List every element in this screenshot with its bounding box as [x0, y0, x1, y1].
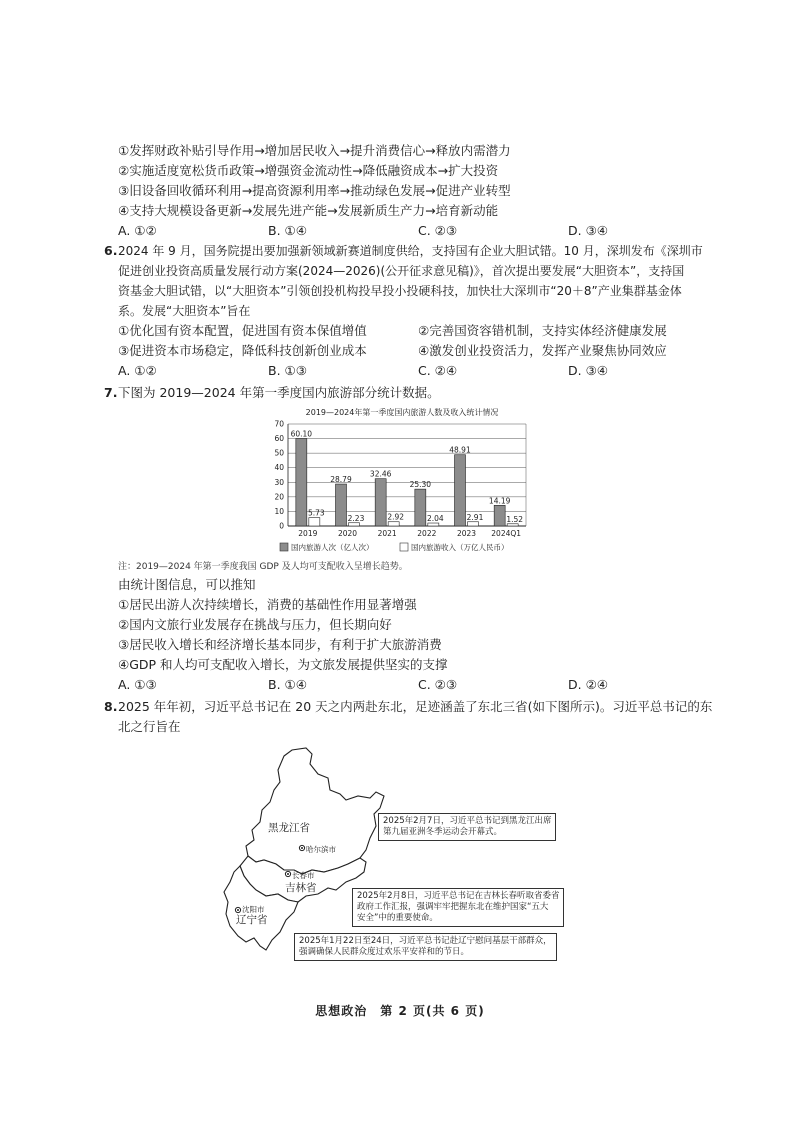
- city-label-changchun: 长春市: [292, 871, 315, 880]
- x-tick-label: 2022: [417, 529, 437, 538]
- y-tick-label: 0: [279, 521, 284, 531]
- map-note-heilongjiang: [378, 813, 556, 841]
- data-label: 14.19: [488, 496, 511, 506]
- province-label-heilongjiang: 黑龙江省: [268, 822, 310, 834]
- bar-revenue: [468, 522, 479, 526]
- map-note-3-line-1: 2025年1月22日至24日，习近平总书记赴辽宁慰问基层干部群众，: [299, 936, 552, 946]
- page-footer: 思想政治 第 2 页(共 6 页): [315, 1004, 485, 1018]
- bar-revenue: [507, 524, 518, 526]
- bar-revenue: [388, 522, 399, 526]
- data-label: 32.46: [369, 469, 392, 479]
- question-6-item-2: ②完善国资容错机制，支持实体经济健康发展: [418, 323, 667, 338]
- question-6-stem-2: 促进创业投资高质量发展行动方案(2024—2026)(公开征求意见稿)》，首次提出要发展“大胆资本”，支持国: [118, 264, 685, 278]
- legend-swatch-visits: [280, 543, 288, 551]
- map-note-jilin: [352, 888, 564, 927]
- question-6-number: 6.: [104, 243, 118, 258]
- question-7-option-b[interactable]: B. ①④: [268, 677, 307, 692]
- question-6-option-d[interactable]: D. ③④: [568, 363, 608, 378]
- bar-visits: [494, 505, 505, 526]
- question-6-option-a[interactable]: A. ①②: [118, 363, 157, 378]
- legend-swatch-revenue: [400, 543, 408, 551]
- map-note-liaoning: [294, 933, 557, 961]
- data-label: 2.92: [387, 512, 405, 522]
- question-7-option-d[interactable]: D. ②④: [568, 677, 608, 692]
- bar-revenue: [428, 523, 439, 526]
- x-tick-label: 2024Q1: [491, 529, 522, 538]
- question-6-stem-3: 资基金大胆试错，以“大胆资本”引领创投机构投早投小投硬科技，加快壮大深圳市“20＋8”产业集群基金体: [118, 284, 682, 298]
- bar-visits: [336, 484, 347, 526]
- question-7-item-3: ③居民收入增长和经济增长基本同步，有利于扩大旅游消费: [118, 637, 442, 652]
- chart-legend: [280, 542, 509, 552]
- y-tick-label: 50: [274, 448, 284, 458]
- question-6-item-3: ③促进资本市场稳定，降低科技创新创业成本: [118, 343, 367, 358]
- map-note-2-line-3: 安全”中的重要使命。: [357, 913, 438, 923]
- y-tick-label: 70: [274, 419, 284, 429]
- question-7-stem: 下图为 2019—2024 年第一季度国内旅游部分统计数据。: [118, 385, 440, 400]
- bar-visits: [415, 489, 426, 526]
- city-label-shenyang: 沈阳市: [242, 905, 265, 914]
- prev-item-3: ③旧设备回收循环利用→提高资源利用率→推动绿色发展→促进产业转型: [118, 183, 511, 198]
- chart-title: 2019—2024年第一季度国内旅游人数及收入统计情况: [305, 408, 499, 417]
- tourism-bar-chart: [262, 402, 532, 554]
- data-label: 5.73: [307, 508, 325, 518]
- y-tick-label: 40: [274, 463, 284, 473]
- legend-label-revenue: 国内旅游收入（万亿人民币）: [411, 543, 509, 552]
- bar-visits: [455, 455, 466, 526]
- question-6-stem-4: 系。发展“大胆资本”旨在: [118, 304, 251, 318]
- question-7-item-2: ②国内文旅行业发展存在挑战与压力，但长期向好: [118, 617, 392, 632]
- x-tick-label: 2021: [377, 529, 397, 538]
- bar-visits: [296, 438, 307, 526]
- question-7-option-c[interactable]: C. ②③: [418, 677, 458, 692]
- y-tick-label: 30: [274, 477, 284, 487]
- bar-revenue: [309, 518, 320, 526]
- prev-option-a[interactable]: A. ①②: [118, 223, 157, 238]
- question-7-option-a[interactable]: A. ①③: [118, 677, 157, 692]
- question-7-lead: 由统计图信息，可以推知: [118, 577, 256, 592]
- prev-item-4: ④支持大规模设备更新→发展先进产能→发展新质生产力→培育新动能: [118, 203, 499, 218]
- map-note-1-line-2: 第九届亚洲冬季运动会开幕式。: [383, 827, 503, 837]
- question-8-stem-1: 2025 年年初，习近平总书记在 20 天之内两赴东北，足迹涵盖了东北三省(如下图所示)。习近平总书记的东: [118, 699, 713, 714]
- question-8-number: 8.: [104, 699, 118, 714]
- question-6-item-1: ①优化国有资本配置，促进国有资本保值增值: [118, 323, 367, 338]
- x-tick-label: 2020: [337, 529, 358, 538]
- y-tick-label: 10: [274, 506, 284, 516]
- question-7-item-4: ④GDP 和人均可支配收入增长，为文旅发展提供坚实的支撑: [118, 657, 448, 672]
- map-note-2-line-1: 2025年2月8日，习近平总书记在吉林长春听取省委省: [357, 891, 560, 901]
- legend-label-visits: 国内旅游人次（亿人次）: [291, 543, 374, 552]
- prev-option-b[interactable]: B. ①④: [268, 223, 307, 238]
- question-8-stem-2: 北之行旨在: [118, 719, 181, 734]
- question-6-item-4: ④激发创业投资活力，发挥产业聚焦协同效应: [418, 343, 667, 358]
- data-label: 25.30: [409, 480, 432, 490]
- heilongjiang-outline: [246, 748, 384, 874]
- question-7-item-1: ①居民出游人次持续增长，消费的基础性作用显著增强: [118, 597, 417, 612]
- province-label-jilin: 吉林省: [285, 882, 317, 894]
- city-label-harbin: 哈尔滨市: [306, 845, 336, 854]
- data-label: 2.23: [347, 513, 365, 523]
- data-label: 28.79: [330, 475, 352, 485]
- bar-visits: [375, 479, 386, 526]
- data-label: 60.10: [290, 429, 313, 439]
- prev-option-c[interactable]: C. ②③: [418, 223, 458, 238]
- bar-revenue: [349, 523, 360, 526]
- harbin-marker-dot: [301, 847, 303, 849]
- shenyang-marker-dot: [237, 909, 239, 911]
- y-axis-ticks: [274, 420, 284, 531]
- map-note-1-line-1: 2025年2月7日，习近平总书记到黑龙江出席: [383, 816, 552, 826]
- map-note-2-line-2: 政府工作汇报，强调牢牢把握东北在维护国家“五大: [357, 902, 549, 912]
- prev-option-d[interactable]: D. ③④: [568, 223, 608, 238]
- map-note-3-line-2: 强调确保人民群众度过欢乐平安祥和的节日。: [299, 947, 470, 957]
- question-7-note: 注：2019—2024 年第一季度我国 GDP 及人均可支配收入呈增长趋势。: [118, 562, 408, 572]
- question-6-option-c[interactable]: C. ②④: [418, 363, 458, 378]
- data-label: 2.91: [466, 512, 484, 522]
- y-tick-label: 20: [274, 492, 284, 502]
- data-label: 48.91: [449, 445, 471, 455]
- data-label: 2.04: [426, 514, 444, 524]
- x-tick-label: 2019: [298, 529, 318, 538]
- prev-item-1: ①发挥财政补贴引导作用→增加居民收入→提升消费信心→释放内需潜力: [118, 143, 511, 158]
- x-tick-label: 2023: [456, 529, 477, 538]
- prev-item-2: ②实施适度宽松货币政策→增强资金流动性→降低融资成本→扩大投资: [118, 163, 499, 178]
- changchun-marker-dot: [287, 873, 289, 875]
- question-7-number: 7.: [104, 385, 118, 400]
- province-label-liaoning: 辽宁省: [236, 914, 268, 926]
- data-label: 1.52: [506, 514, 524, 524]
- question-6-option-b[interactable]: B. ①③: [268, 363, 307, 378]
- question-6-stem-1: 2024 年 9 月，国务院提出要加强新领域新赛道制度供给，支持国有企业大胆试错。10 月，深圳发布《深圳市: [118, 244, 703, 258]
- x-axis-ticks: [298, 529, 521, 538]
- y-tick-label: 60: [274, 434, 284, 444]
